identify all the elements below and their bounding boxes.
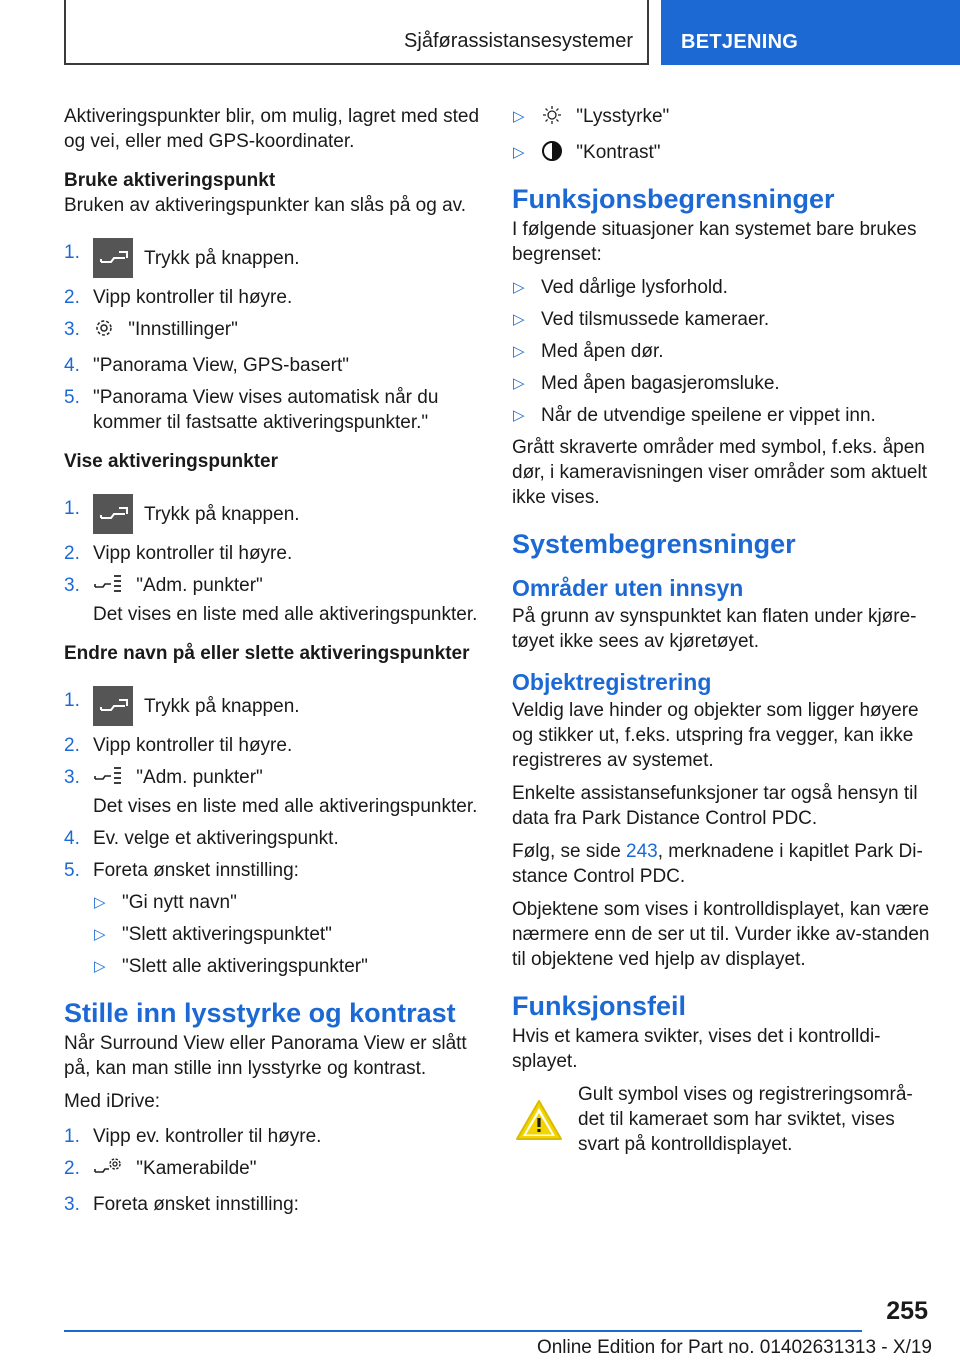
left-column xyxy=(64,104,484,1224)
list-item: 1. Trykk på knappen. xyxy=(64,484,484,534)
blind-area-text: På grunn av synspunktet kan flaten under kjøre-tøyet ikke sees av kjøretøyet. xyxy=(512,606,917,652)
brightness-options xyxy=(512,104,932,169)
edit-heading: Endre navn på eller slette aktiveringspunkter xyxy=(64,643,470,664)
list-item: ▷ "Slett alle aktiveringspunkter" xyxy=(94,956,368,977)
function-limits-heading: Funksjonsbegrensninger xyxy=(512,184,835,214)
camera-view-button-icon xyxy=(93,494,133,534)
header-chapter-title: BETJENING xyxy=(681,31,799,53)
list-item: 2. Vipp kontroller til høyre. xyxy=(64,543,293,564)
list-item: ▷ Når de utvendige speilene er vippet inn. xyxy=(513,405,876,426)
triangle-bullet-icon: ▷ xyxy=(513,108,525,125)
brightness-steps xyxy=(64,1124,484,1217)
right-column xyxy=(512,104,932,1157)
list-item: 4. "Panorama View, GPS-basert" xyxy=(64,355,350,376)
edit-options xyxy=(93,890,484,979)
list-item: ▷ "Slett aktiveringspunktet" xyxy=(94,924,332,945)
triangle-bullet-icon: ▷ xyxy=(513,407,525,424)
page-243-link[interactable]: 243 xyxy=(626,841,658,862)
edit-steps xyxy=(64,676,484,979)
triangle-bullet-icon: ▷ xyxy=(513,144,525,161)
list-item: ▷ "Kontrast" xyxy=(512,140,932,169)
object-detection-text-2: Enkelte assistansefunksjoner tar også hensyn til data fra Park Distance Control PDC. xyxy=(512,783,918,829)
list-item: ▷ Ved dårlige lysforhold. xyxy=(513,277,728,298)
function-limits-list xyxy=(512,275,932,428)
list-item: ▷ Med åpen dør. xyxy=(513,341,664,362)
use-text: Bruken av aktiveringspunkter kan slås på og av. xyxy=(64,195,467,216)
contrast-icon xyxy=(541,140,563,169)
camera-view-button-icon xyxy=(93,686,133,726)
show-heading: Vise aktiveringspunkter xyxy=(64,451,279,472)
list-item: 2. Vipp kontroller til høyre. xyxy=(64,735,293,756)
brightness-heading: Stille inn lysstyrke og kontrast xyxy=(64,998,456,1028)
list-item: 5. Foreta ønsket innstilling: ▷ "Gi nytt navn" ▷ "Slett aktiveringspunktet" ▷ "Slett alle aktiveringspunkter" xyxy=(64,858,484,979)
footer-edition: Online Edition for Part no. 01402631313 - X/19 xyxy=(536,1337,932,1358)
warning-text: Gult symbol vises og registreringsområ-det til kameraet som har sviktet, vises svart på kontrolldisplayet. xyxy=(578,1084,913,1155)
camera-settings-icon xyxy=(93,1156,123,1185)
triangle-bullet-icon: ▷ xyxy=(513,279,525,296)
triangle-bullet-icon: ▷ xyxy=(94,958,106,975)
camera-view-button-icon xyxy=(93,238,133,278)
show-steps xyxy=(64,484,484,627)
use-heading: Bruke aktiveringspunkt xyxy=(64,170,276,191)
triangle-bullet-icon: ▷ xyxy=(513,375,525,392)
function-limits-note: Grått skraverte områder med symbol, f.eks. åpen dør, i kameravisningen viser områder som aktuelt ikke vises. xyxy=(512,437,927,508)
list-item: 1. Trykk på knappen. xyxy=(64,676,484,726)
use-steps xyxy=(64,228,484,435)
points-list-icon xyxy=(93,573,123,602)
header-section-box xyxy=(64,0,649,65)
list-item: ▷ "Gi nytt navn" xyxy=(94,892,237,913)
list-item: 3. "Adm. punkter" Det vises en liste med alle aktiveringspunkter. xyxy=(64,767,478,817)
object-detection-text-3: Følg, se side 243, merknadene i kapitlet Park Di-stance Control PDC. xyxy=(512,841,923,887)
gear-icon xyxy=(93,317,115,346)
header-section-title: Sjåførassistansesystemer xyxy=(404,30,633,52)
warning-triangle-icon xyxy=(514,1098,564,1142)
list-item: 1. Vipp ev. kontroller til høyre. xyxy=(64,1126,322,1147)
list-item: 2. Vipp kontroller til høyre. xyxy=(64,287,293,308)
list-item: 1. Trykk på knappen. xyxy=(64,228,484,278)
list-item: 2. "Kamerabilde" xyxy=(64,1156,484,1185)
list-item: ▷ "Lysstyrke" xyxy=(512,104,932,133)
footer-rule xyxy=(64,1330,862,1332)
list-item: ▷ Med åpen bagasjeromsluke. xyxy=(513,373,780,394)
list-item: 3. "Adm. punkter" Det vises en liste med alle aktiveringspunkter. xyxy=(64,575,478,625)
brightness-text: Når Surround View eller Panorama View er slått på, kan man stille inn lysstyrke og kontrast. xyxy=(64,1033,467,1079)
triangle-bullet-icon: ▷ xyxy=(513,343,525,360)
list-item: 3. "Innstillinger" xyxy=(64,317,484,346)
triangle-bullet-icon: ▷ xyxy=(513,311,525,328)
page-number: 255 xyxy=(886,1297,928,1325)
malfunction-heading: Funksjonsfeil xyxy=(512,991,687,1021)
blind-area-heading: Områder uten innsyn xyxy=(512,575,744,601)
warning-note xyxy=(512,1082,932,1157)
points-list-icon xyxy=(93,765,123,794)
list-item: ▷ Ved tilsmussede kameraer. xyxy=(513,309,770,330)
triangle-bullet-icon: ▷ xyxy=(94,894,106,911)
triangle-bullet-icon: ▷ xyxy=(94,926,106,943)
object-detection-text-4: Objektene som vises i kontrolldisplayet, kan være nærmere enn de ser ut til. Vurder ikke av-standen til objektene ved hjelp av displayet. xyxy=(512,899,930,970)
intro-paragraph: Aktiveringspunkter blir, om mulig, lagret med sted og vei, eller med GPS-koordinater. xyxy=(64,106,480,152)
list-item: 4. Ev. velge et aktiveringspunkt. xyxy=(64,828,339,849)
object-detection-heading: Objektregistrering xyxy=(512,669,712,695)
function-limits-text: I følgende situasjoner kan systemet bare brukes begrenset: xyxy=(512,219,917,265)
list-item: 3. Foreta ønsket innstilling: xyxy=(64,1194,299,1215)
brightness-sun-icon xyxy=(541,104,563,133)
object-detection-text-1: Veldig lave hinder og objekter som ligger høyere og stikker ut, f.eks. utspring fra vegger, kan ikke registreres av systemet. xyxy=(512,700,919,771)
malfunction-text: Hvis et kamera svikter, vises det i kontrolldi-splayet. xyxy=(512,1026,881,1072)
header-chapter-tab[interactable] xyxy=(661,0,960,65)
idrive-text: Med iDrive: xyxy=(64,1091,161,1112)
system-limits-heading: Systembegrensninger xyxy=(512,529,796,559)
list-item: 5. "Panorama View vises automatisk når du kommer til fastsatte aktiveringspunkter." xyxy=(64,387,439,433)
